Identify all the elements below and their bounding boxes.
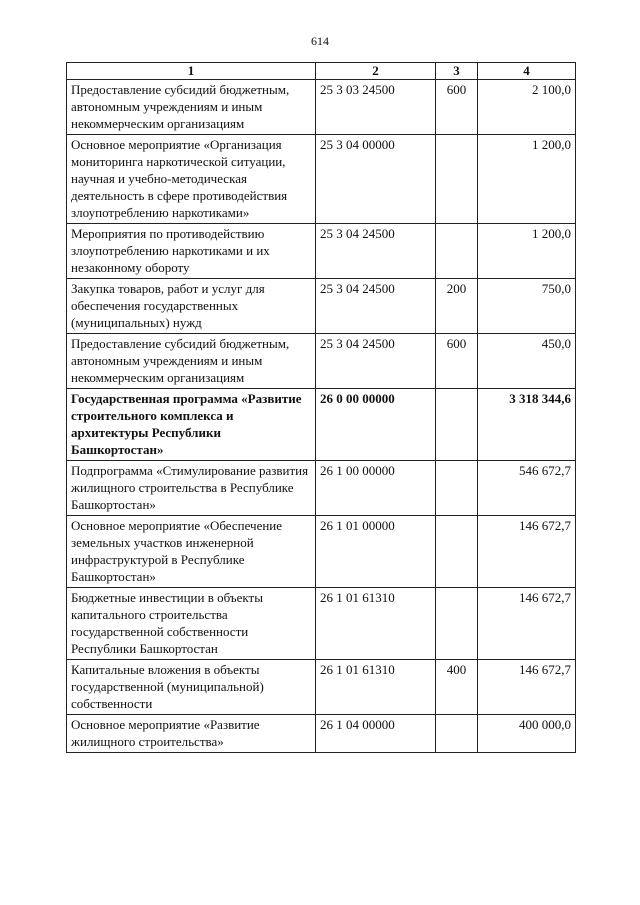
row-code-cell: 25 3 04 24500 [316, 279, 436, 334]
table-row [67, 588, 576, 660]
row-code-cell: 26 1 04 00000 [316, 715, 436, 753]
row-name-cell: Подпрограмма «Стимулирование развития жилищного строительства в Республике Башкортостан» [67, 461, 316, 516]
row-type-cell: 600 [436, 80, 478, 135]
row-amount-cell: 400 000,0 [478, 715, 576, 753]
header-col-4: 4 [478, 63, 576, 80]
header-col-2: 2 [316, 63, 436, 80]
row-code-cell: 26 1 01 61310 [316, 660, 436, 715]
row-type-cell [436, 715, 478, 753]
row-type-cell [436, 461, 478, 516]
row-code-cell: 26 0 00 00000 [316, 389, 436, 461]
row-type-cell [436, 135, 478, 224]
table-row [67, 80, 576, 135]
table-row [67, 389, 576, 461]
row-type-cell [436, 389, 478, 461]
row-amount-cell: 146 672,7 [478, 516, 576, 588]
row-type-cell [436, 588, 478, 660]
table-row [67, 461, 576, 516]
row-amount-cell: 450,0 [478, 334, 576, 389]
row-type-cell: 400 [436, 660, 478, 715]
row-code-cell: 25 3 04 00000 [316, 135, 436, 224]
table-header [67, 63, 576, 80]
header-row [67, 63, 576, 80]
header-col-3: 3 [436, 63, 478, 80]
row-type-cell [436, 516, 478, 588]
header-col-1: 1 [67, 63, 316, 80]
table-row [67, 516, 576, 588]
row-name-cell: Основное мероприятие «Обеспечение земельных участков инженерной инфраструктурой в Республике Башкортостан» [67, 516, 316, 588]
row-type-cell [436, 224, 478, 279]
row-name-cell: Закупка товаров, работ и услуг для обеспечения государственных (муниципальных) нужд [67, 279, 316, 334]
row-code-cell: 26 1 01 00000 [316, 516, 436, 588]
row-amount-cell: 1 200,0 [478, 224, 576, 279]
row-name-cell: Капитальные вложения в объекты государственной (муниципальной) собственности [67, 660, 316, 715]
row-name-cell: Предоставление субсидий бюджетным, автономным учреждениям и иным некоммерческим организациям [67, 80, 316, 135]
row-type-cell: 600 [436, 334, 478, 389]
row-code-cell: 26 1 00 00000 [316, 461, 436, 516]
table-row [67, 135, 576, 224]
row-name-cell: Предоставление субсидий бюджетным, автономным учреждениям и иным некоммерческим организациям [67, 334, 316, 389]
table-row [67, 715, 576, 753]
row-amount-cell: 2 100,0 [478, 80, 576, 135]
row-name-cell: Мероприятия по противодействию злоупотреблению наркотиками и их незаконному обороту [67, 224, 316, 279]
row-name-cell: Бюджетные инвестиции в объекты капитального строительства государственной собственности Республики Башкортостан [67, 588, 316, 660]
row-name-cell: Основное мероприятие «Организация мониторинга наркотической ситуации, научная и учебно-методическая деятельность в сфере противодействия злоупотреблению наркотиками» [67, 135, 316, 224]
row-amount-cell: 146 672,7 [478, 660, 576, 715]
row-amount-cell: 546 672,7 [478, 461, 576, 516]
row-amount-cell: 1 200,0 [478, 135, 576, 224]
table-body [67, 80, 576, 753]
table-row [67, 279, 576, 334]
row-code-cell: 25 3 03 24500 [316, 80, 436, 135]
row-code-cell: 25 3 04 24500 [316, 224, 436, 279]
table-row [67, 660, 576, 715]
page-number: 614 [311, 34, 329, 48]
row-code-cell: 25 3 04 24500 [316, 334, 436, 389]
budget-table [66, 62, 576, 753]
table-row [67, 334, 576, 389]
row-name-cell: Основное мероприятие «Развитие жилищного строительства» [67, 715, 316, 753]
row-name-cell: Государственная программа «Развитие строительного комплекса и архитектуры Республики Башкортостан» [67, 389, 316, 461]
row-amount-cell: 3 318 344,6 [478, 389, 576, 461]
row-type-cell: 200 [436, 279, 478, 334]
row-code-cell: 26 1 01 61310 [316, 588, 436, 660]
row-amount-cell: 750,0 [478, 279, 576, 334]
row-amount-cell: 146 672,7 [478, 588, 576, 660]
table-row [67, 224, 576, 279]
